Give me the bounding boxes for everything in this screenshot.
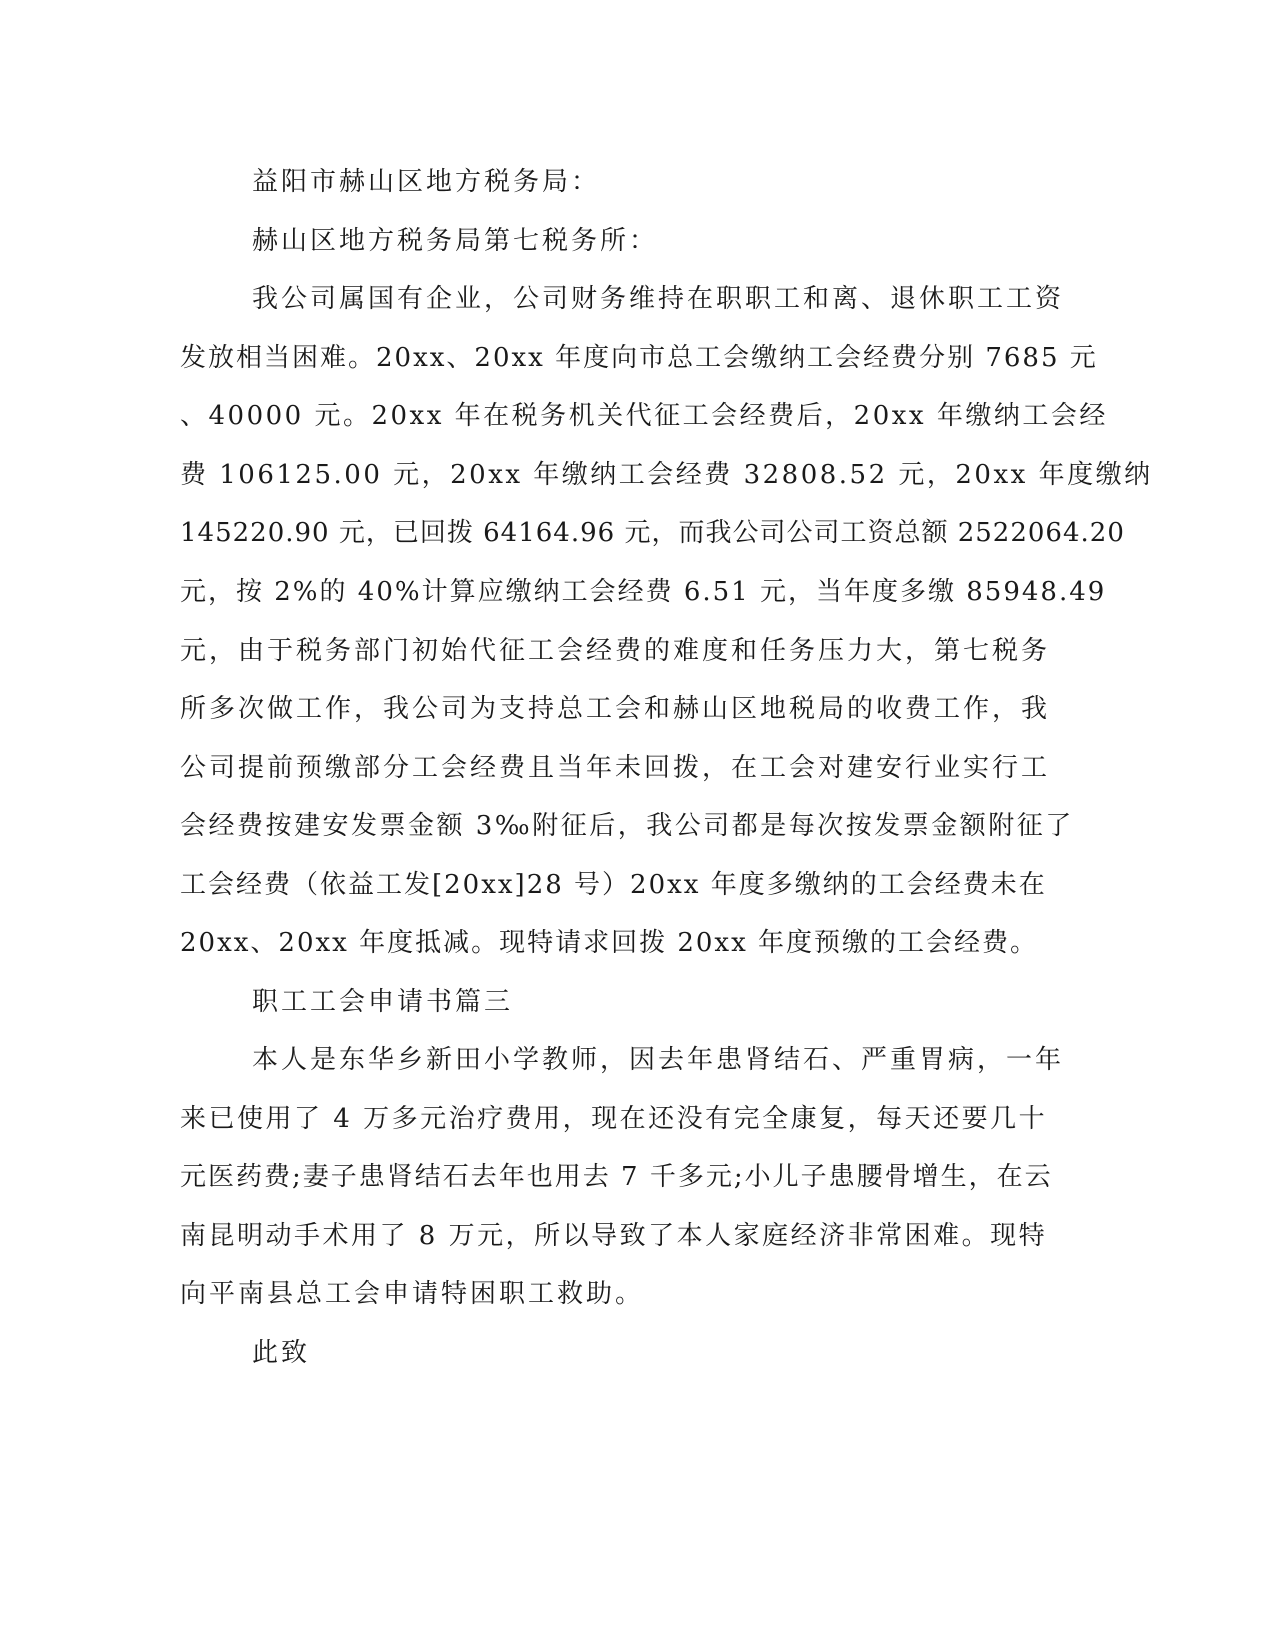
- text-line: 工会经费（依益工发[20xx]28 号）20xx 年度多缴纳的工会经费未在: [180, 870, 1047, 900]
- text-line: 发放相当困难。20xx、20xx 年度向市总工会缴纳工会经费分别 7685 元: [180, 343, 1098, 373]
- text-line: 会经费按建安发票金额 3‰附征后，我公司都是每次按发票金额附征了: [180, 811, 1074, 841]
- text-line: 来已使用了 4 万多元治疗费用，现在还没有完全康复，每天还要几十: [180, 1104, 1048, 1134]
- text-line: 、40000 元。20xx 年在税务机关代征工会经费后，20xx 年缴纳工会经: [180, 401, 1108, 431]
- text-line: 益阳市赫山区地方税务局：: [252, 167, 601, 197]
- text-line: 元，按 2%的 40%计算应缴纳工会经费 6.51 元，当年度多缴 85948.49: [180, 577, 1107, 607]
- text-line: 元，由于税务部门初始代征工会经费的难度和任务压力大，第七税务: [180, 636, 1051, 666]
- text-line: 元医药费;妻子患肾结石去年也用去 7 千多元;小儿子患腰骨增生，在云: [180, 1162, 1053, 1192]
- text-line: 南昆明动手术用了 8 万元，所以导致了本人家庭经济非常困难。现特: [180, 1221, 1048, 1251]
- text-line: 赫山区地方税务局第七税务所：: [252, 226, 659, 256]
- text-line: 我公司属国有企业，公司财务维持在职职工和离、退休职工工资: [252, 284, 1065, 314]
- closing-salutation: 此致: [252, 1338, 311, 1368]
- text-line: 公司提前预缴部分工会经费且当年未回拨，在工会对建安行业实行工: [180, 753, 1051, 783]
- text-line: 所多次做工作，我公司为支持总工会和赫山区地税局的收费工作，我: [180, 694, 1051, 724]
- text-line: 向平南县总工会申请特困职工救助。: [180, 1279, 645, 1309]
- text-line: 费 106125.00 元，20xx 年缴纳工会经费 32808.52 元，20xx 年度缴纳: [180, 460, 1153, 490]
- section-heading: 职工工会申请书篇三: [252, 987, 514, 1017]
- text-line: 20xx、20xx 年度抵减。现特请求回拨 20xx 年度预缴的工会经费。: [180, 928, 1039, 958]
- text-line: 145220.90 元，已回拨 64164.96 元，而我公司公司工资总额 2522064.20: [180, 518, 1125, 548]
- text-line: 本人是东华乡新田小学教师，因去年患肾结石、严重胃病，一年: [252, 1045, 1065, 1075]
